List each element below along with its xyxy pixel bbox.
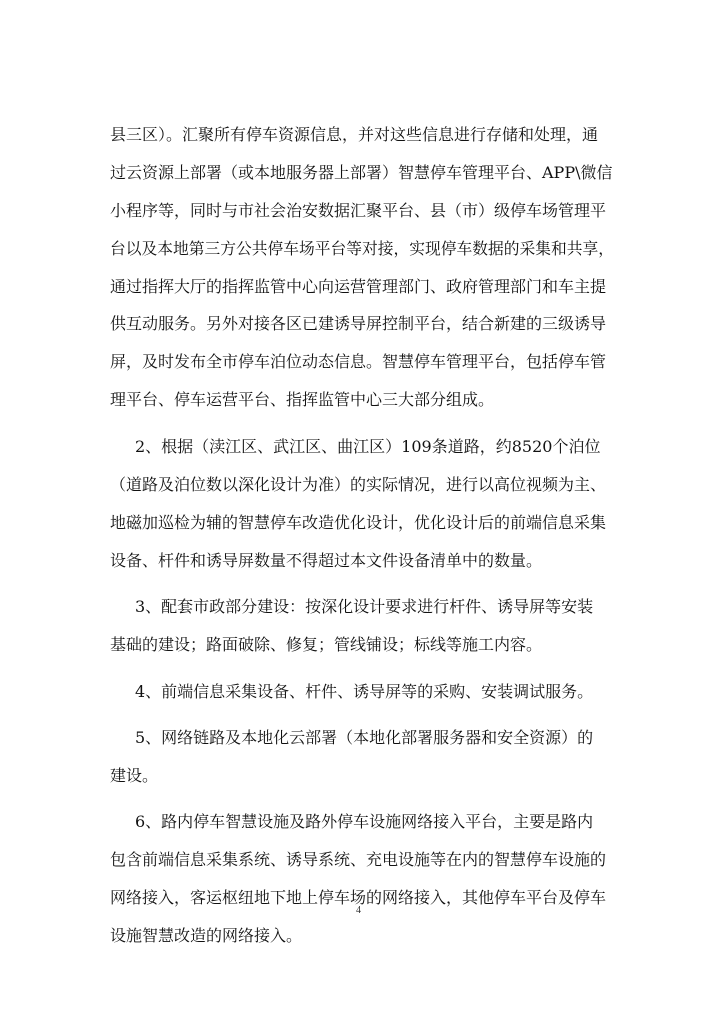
text-line: 网络接入，客运枢纽地下地上停车场的网络接入，其他停车平台及停车 <box>110 888 607 907</box>
text-line: 6、路内停车智慧设施及路外停车设施网络接入平台，主要是路内 <box>135 812 594 831</box>
text-line: 屏，及时发布全市停车泊位动态信息。智慧停车管理平台，包括停车管 <box>110 352 607 371</box>
text-line: 包含前端信息采集系统、诱导系统、充电设施等在内的智慧停车设施的 <box>110 850 607 869</box>
text-line: 设施智慧改造的网络接入。 <box>110 926 303 945</box>
text-line: （道路及泊位数以深化设计为准）的实际情况，进行以高位视频为主、 <box>110 475 607 494</box>
text-line: 建设。 <box>110 766 159 785</box>
text-line: 小程序等，同时与市社会治安数据汇聚平台、县（市）级停车场管理平 <box>110 201 607 220</box>
text-line: 5、网络链路及本地化云部署（本地化部署服务器和安全资源）的 <box>135 728 594 747</box>
text-line: 4、前端信息采集设备、杆件、诱导屏等的采购、安装调试服务。 <box>135 682 594 701</box>
page-number: 4 <box>356 905 361 916</box>
text-line: 通过指挥大厅的指挥监管中心向运营管理部门、政府管理部门和车主提 <box>110 277 607 296</box>
text-line: 过云资源上部署（或本地服务器上部署）智慧停车管理平台、APP\微信 <box>110 163 613 182</box>
text-line: 设备、杆件和诱导屏数量不得超过本文件设备清单中的数量。 <box>110 551 543 570</box>
text-line: 理平台、停车运营平台、指挥监管中心三大部分组成。 <box>110 390 495 409</box>
text-line: 台以及本地第三方公共停车场平台等对接，实现停车数据的采集和共享， <box>110 239 614 258</box>
text-line: 供互动服务。另外对接各区已建诱导屏控制平台，结合新建的三级诱导 <box>110 314 607 333</box>
text-line: 3、配套市政部分建设：按深化设计要求进行杆件、诱导屏等安装 <box>135 597 594 616</box>
text-line: 地磁加巡检为辅的智慧停车改造优化设计，优化设计后的前端信息采集 <box>110 513 607 532</box>
text-line: 基础的建设；路面破除、修复；管线铺设；标线等施工内容。 <box>110 635 543 654</box>
text-line: 县三区）。汇聚所有停车资源信息，并对这些信息进行存储和处理，通 <box>110 125 599 144</box>
text-line: 2、根据（渎江区、武江区、曲江区）109条道路，约8520个泊位 <box>135 437 601 456</box>
